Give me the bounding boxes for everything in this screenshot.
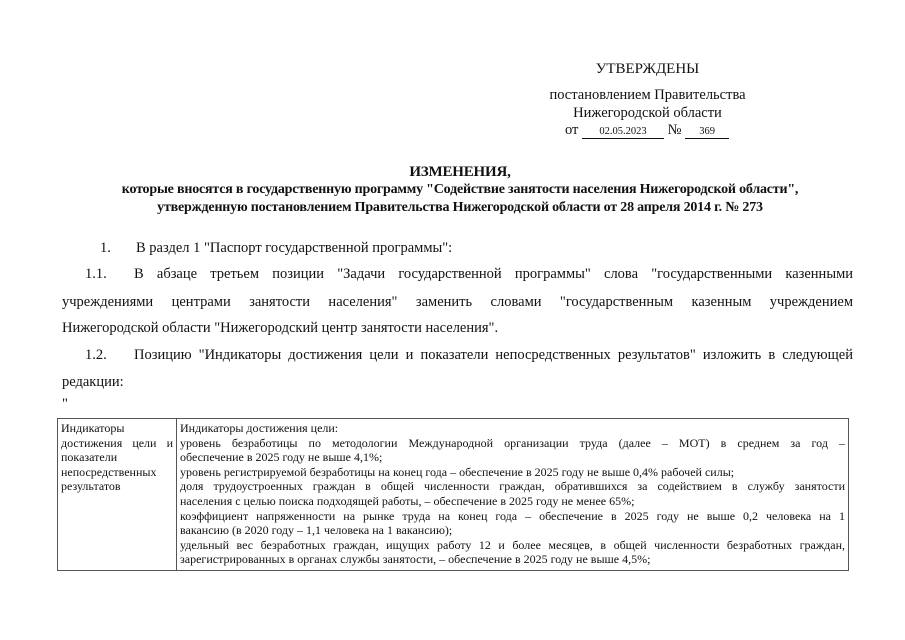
table-row [58,419,849,571]
cell-line: населения с целью поиска подходящей работы, – обеспечение в 2025 году не менее 65%; [180,493,635,508]
item-1-2-line: редакции: [62,374,124,390]
item-1-1-line: Нижегородской области "Нижегородский центр занятости населения". [62,320,499,336]
cell-line: коэффициент напряженности на рынке труда на конец года – обеспечение в 2025 году не выше 0,2 человека на 1 [180,508,845,523]
from-label: от [565,122,579,138]
approval-heading: УТВЕРЖДЕНЫ [595,61,700,77]
item-1-text: В раздел 1 "Паспорт государственной программы": [136,240,453,256]
cell-line: обеспечение в 2025 году не выше 4,1%; [180,450,383,465]
item-1-1-line: В абзаце третьем позиции "Задачи государственной программы" слова "государственными казенными [134,266,853,282]
cell-line: вакансию (в 2020 году – 1,1 человека на 1 вакансию); [180,523,453,538]
cell-line: зарегистрированных в органах службы занятости, – обеспечение в 2025 году не выше 4,5%; [180,552,651,567]
cell-line: Индикаторы [61,421,125,435]
title-line-2: утвержденную постановлением Правительства Нижегородской области от 28 апреля 2014 г. № 273 [157,200,763,215]
cell-line: непосредственных [61,464,157,479]
item-1-1-number: 1.1. [85,266,107,282]
cell-line: Индикаторы достижения цели: [180,421,339,435]
cell-line: показатели [61,450,118,465]
table-cell-content [177,419,849,571]
table-cell-label [58,419,177,571]
cell-line: доля трудоустроенных граждан в общей численности граждан, обратившихся за содействием в службу занятости [180,479,845,494]
opening-quote: " [62,396,68,412]
item-1-1-line: учреждениями центрами занятости населения" заменить словами "государственным казенным учреждением [62,294,853,310]
cell-line: результатов [61,479,121,494]
cell-line: уровень безработицы по методологии Международной организации труда (далее – МОТ) в среднем за год – [180,435,845,450]
number-label: № [667,122,682,138]
approval-line-2: Нижегородской области [573,105,722,121]
item-1-number: 1. [100,240,111,256]
approval-number: 369 [685,125,729,139]
approval-date: 02.05.2023 [582,125,664,139]
cell-line: удельный вес безработных граждан, ищущих работу 12 и более месяцев, в общей численности безработных граждан, [180,537,845,552]
cell-line: уровень регистрируемой безработицы на конец года – обеспечение в 2025 году не выше 0,4% рабочей силы; [180,464,735,479]
item-1-2-number: 1.2. [85,347,107,363]
cell-line: достижения цели и [61,435,173,450]
item-1-2-line: Позицию "Индикаторы достижения цели и показатели непосредственных результатов" изложить в следующей [134,347,853,363]
indicators-table [57,418,849,571]
approval-line-1: постановлением Правительства [549,87,746,103]
approval-date-line [565,122,729,139]
title-line-1: которые вносятся в государственную программу "Содействие занятости населения Нижегородской области", [121,182,799,197]
title-main: ИЗМЕНЕНИЯ, [409,164,511,180]
